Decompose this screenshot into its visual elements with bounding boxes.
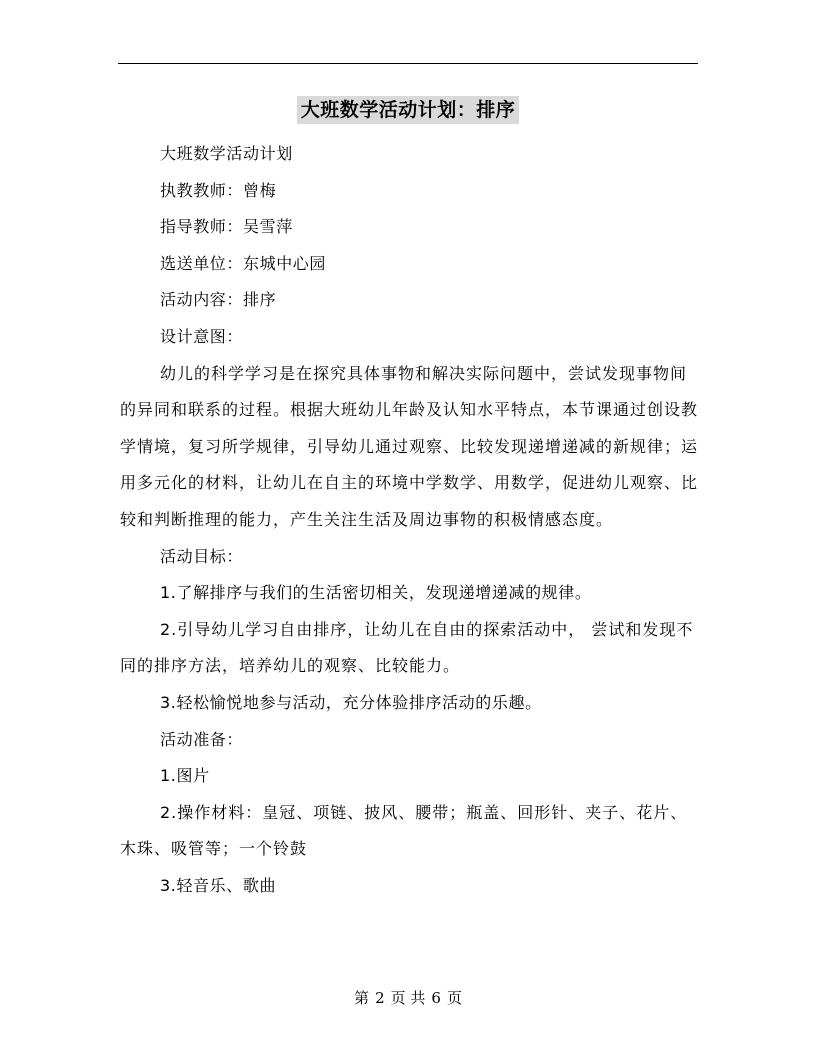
paragraph-prep-3: 3.轻音乐、歌曲 xyxy=(160,875,277,895)
paragraph-design-intent-heading: 设计意图： xyxy=(160,326,244,346)
paragraph-teacher: 执教教师：曾梅 xyxy=(160,180,277,200)
page-footer xyxy=(0,986,816,1010)
paragraph-design-intent-body: 幼儿的科学学习是在探究具体事物和解决实际问题中，尝试发现事物间的异同和联系的过程。根据大班幼儿年龄及认知水平特点，本节课通过创设教学情境，复习所学规律，引导幼儿通过观察、比较发现递增递减的新规律；运用多元化的材料，让幼儿在自主的环境中学数学、用数学，促进幼儿观察、比较和判断推理的能力，产生关注生活及周边事物的积极情感态度。 xyxy=(120,363,699,529)
paragraph-goal-3: 3.轻松愉悦地参与活动，充分体验排序活动的乐趣。 xyxy=(160,692,542,712)
paragraph-prep-1: 1.图片 xyxy=(160,766,210,786)
title-container xyxy=(0,96,816,124)
paragraph-goal-2: 2.引导幼儿学习自由排序，让幼儿在自由的探索活动中， 尝试和发现不同的排序方法，培养幼儿的观察、比较能力。 xyxy=(120,619,694,676)
paragraph-goal-1: 1.了解排序与我们的生活密切相关，发现递增递减的规律。 xyxy=(160,583,592,603)
paragraph-plan-name: 大班数学活动计划 xyxy=(160,144,293,163)
header-rule xyxy=(118,63,698,64)
footer-suffix: 页 xyxy=(446,989,462,1007)
paragraph-prep-2: 2.操作材料：皇冠、项链、披风、腰带；瓶盖、回形针、夹子、花片、木珠、吸管等；一个铃鼓 xyxy=(120,802,688,859)
footer-current-page: 2 xyxy=(375,989,385,1007)
footer-prefix: 第 xyxy=(354,989,370,1007)
paragraph-goals-heading: 活动目标： xyxy=(160,546,244,566)
paragraph-unit: 选送单位：东城中心园 xyxy=(160,253,327,273)
document-body xyxy=(120,136,698,904)
paragraph-content: 活动内容：排序 xyxy=(160,290,277,310)
footer-middle: 页 共 xyxy=(390,989,426,1007)
footer-total-pages: 6 xyxy=(431,989,441,1007)
paragraph-supervisor: 指导教师：吴雪萍 xyxy=(160,217,293,237)
paragraph-preparation-heading: 活动准备： xyxy=(160,729,244,749)
document-title: 大班数学活动计划：排序 xyxy=(297,96,520,124)
